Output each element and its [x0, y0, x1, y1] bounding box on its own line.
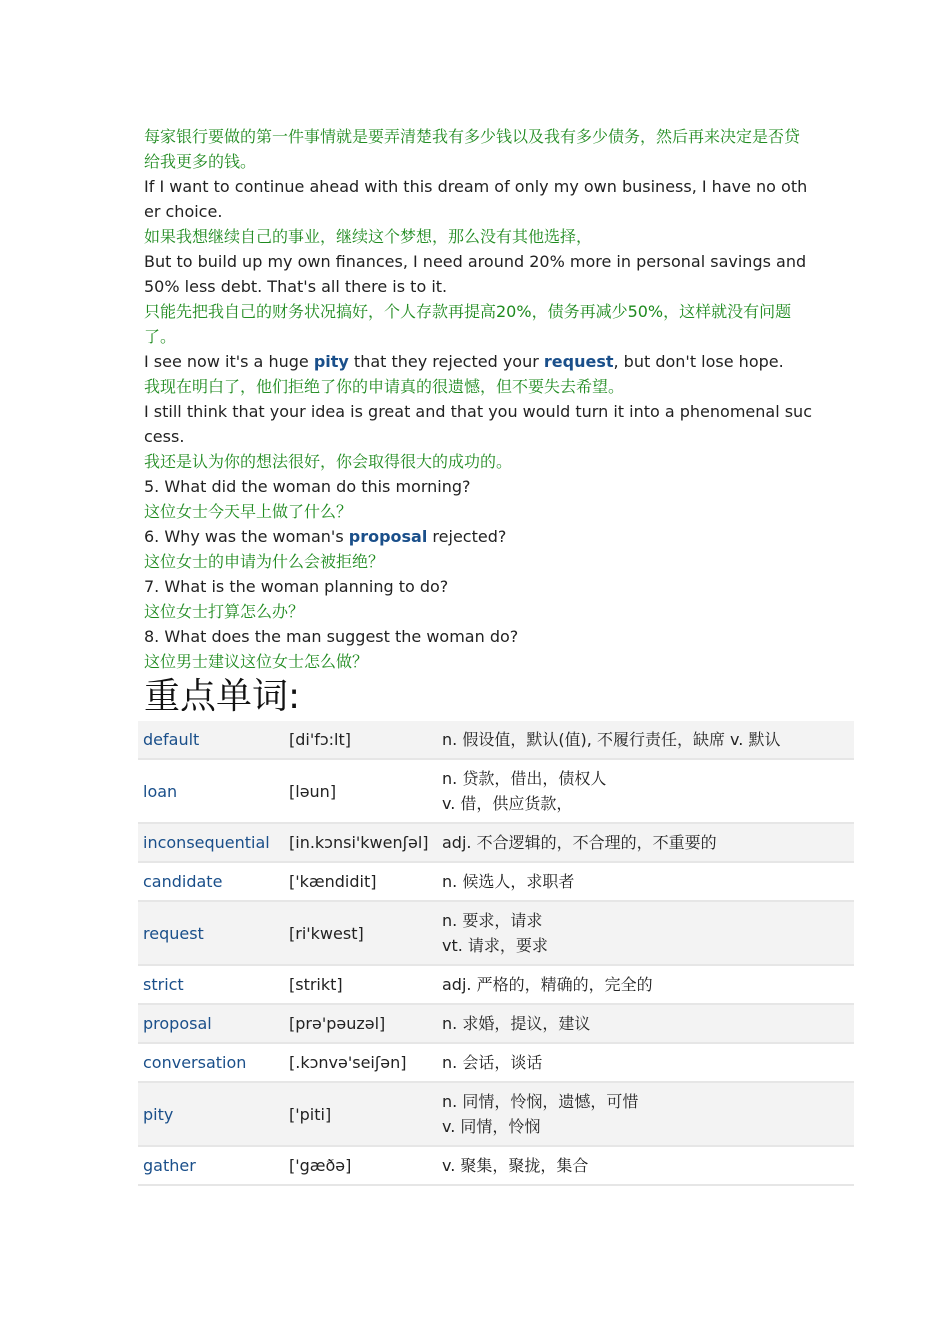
vocab-phonetic: [in.kɔnsi'kwenʃəl] — [284, 823, 437, 862]
definition-line: n. 候选人，求职者 — [442, 872, 575, 891]
vocab-row — [138, 1004, 854, 1043]
chinese-translation-line: 只能先把我自己的财务状况搞好，个人存款再提高20%，债务再减少50%，这样就没有问题了。 — [144, 302, 792, 346]
vocab-word: inconsequential — [138, 823, 284, 862]
vocab-definition — [437, 1004, 854, 1043]
vocab-row — [138, 862, 854, 901]
vocab-word: pity — [138, 1082, 284, 1146]
chinese-translation-line: 这位女士的申请为什么会被拒绝？ — [144, 552, 385, 571]
english-sentence-line: But to build up my own finances, I need around 20% more in personal savings and 50% less debt. That's all there is to it. — [144, 252, 807, 296]
definition-line: vt. 请求，要求 — [442, 936, 548, 955]
sentence-text: 6. Why was the woman's — [144, 527, 349, 546]
vocabulary-table — [138, 721, 854, 1186]
vocab-row — [138, 759, 854, 823]
vocab-definition — [437, 823, 854, 862]
vocab-word: gather — [138, 1146, 284, 1185]
vocab-phonetic: ['kændidit] — [284, 862, 437, 901]
english-sentence-line — [144, 349, 814, 374]
definition-line: n. 求婚，提议，建议 — [442, 1014, 591, 1033]
vocab-word: request — [138, 901, 284, 965]
english-sentence-line: If I want to continue ahead with this dream of only my own business, I have no other choice. — [144, 177, 808, 221]
chinese-translation-line: 这位女士今天早上做了什么？ — [144, 502, 353, 521]
english-sentence-line: I still think that your idea is great and that you would turn it into a phenomenal success. — [144, 402, 812, 446]
vocab-word: strict — [138, 965, 284, 1004]
vocab-phonetic: [strikt] — [284, 965, 437, 1004]
question-line: 8. What does the man suggest the woman do? — [144, 627, 519, 646]
vocab-definition — [437, 1082, 854, 1146]
chinese-translation-line: 这位男士建议这位女士怎么做？ — [144, 652, 369, 671]
definition-line: n. 会话，谈话 — [442, 1053, 543, 1072]
keyword-highlight: request — [543, 352, 614, 371]
chinese-translation-line: 这位女士打算怎么办？ — [144, 602, 305, 621]
keyword-highlight: pity — [313, 352, 349, 371]
vocab-definition — [437, 901, 854, 965]
vocab-phonetic: [.kɔnvə'seiʃən] — [284, 1043, 437, 1082]
vocab-row — [138, 823, 854, 862]
vocab-row — [138, 1146, 854, 1185]
vocab-word: conversation — [138, 1043, 284, 1082]
vocab-word: candidate — [138, 862, 284, 901]
question-line: 7. What is the woman planning to do? — [144, 577, 449, 596]
vocab-word: proposal — [138, 1004, 284, 1043]
dialogue-text — [144, 124, 814, 674]
definition-line: v. 借，供应货款， — [442, 794, 573, 813]
vocab-definition — [437, 721, 854, 759]
vocab-row — [138, 901, 854, 965]
vocab-phonetic: [di'fɔ:lt] — [284, 721, 437, 759]
definition-line: n. 要求，请求 — [442, 911, 543, 930]
chinese-translation-line: 每家银行要做的第一件事情就是要弄清楚我有多少钱以及我有多少债务，然后再来决定是否贷给我更多的钱。 — [144, 127, 801, 171]
vocab-definition — [437, 1146, 854, 1185]
definition-line: n. 同情，怜悯，遗憾，可惜 — [442, 1092, 639, 1111]
question-line: 5. What did the woman do this morning? — [144, 477, 471, 496]
vocabulary-heading: 重点单词: — [144, 676, 301, 717]
vocab-word: default — [138, 721, 284, 759]
definition-line: v. 聚集，聚拢，集合 — [442, 1156, 589, 1175]
vocab-row — [138, 1082, 854, 1146]
keyword-highlight: proposal — [348, 527, 428, 546]
vocab-phonetic: [ləun] — [284, 759, 437, 823]
vocab-phonetic: ['gæðə] — [284, 1146, 437, 1185]
vocab-phonetic: ['piti] — [284, 1082, 437, 1146]
vocab-definition — [437, 965, 854, 1004]
vocab-definition — [437, 759, 854, 823]
vocab-row — [138, 721, 854, 759]
vocab-phonetic: [prə'pəuzəl] — [284, 1004, 437, 1043]
vocab-definition — [437, 1043, 854, 1082]
vocab-word: loan — [138, 759, 284, 823]
vocab-row — [138, 1043, 854, 1082]
sentence-text: rejected? — [427, 527, 507, 546]
chinese-translation-line: 我还是认为你的想法很好，你会取得很大的成功的。 — [144, 452, 513, 471]
sentence-text: that they rejected your — [348, 352, 544, 371]
definition-line: adj. 严格的，精确的，完全的 — [442, 975, 653, 994]
definition-line: n. 贷款，借出，债权人 — [442, 769, 607, 788]
question-line — [144, 524, 814, 549]
definition-line: adj. 不合逻辑的，不合理的，不重要的 — [442, 833, 717, 852]
vocab-row — [138, 965, 854, 1004]
chinese-translation-line: 我现在明白了，他们拒绝了你的申请真的很遗憾，但不要失去希望。 — [144, 377, 625, 396]
definition-line: v. 同情，怜悯 — [442, 1117, 541, 1136]
sentence-text: , but don't lose hope. — [613, 352, 784, 371]
definition-line: n. 假设值，默认(值), 不履行责任，缺席 v. 默认 — [442, 730, 781, 749]
chinese-translation-line: 如果我想继续自己的事业，继续这个梦想，那么没有其他选择， — [144, 227, 593, 246]
vocab-definition — [437, 862, 854, 901]
sentence-text: I see now it's a huge — [144, 352, 314, 371]
vocab-phonetic: [ri'kwest] — [284, 901, 437, 965]
